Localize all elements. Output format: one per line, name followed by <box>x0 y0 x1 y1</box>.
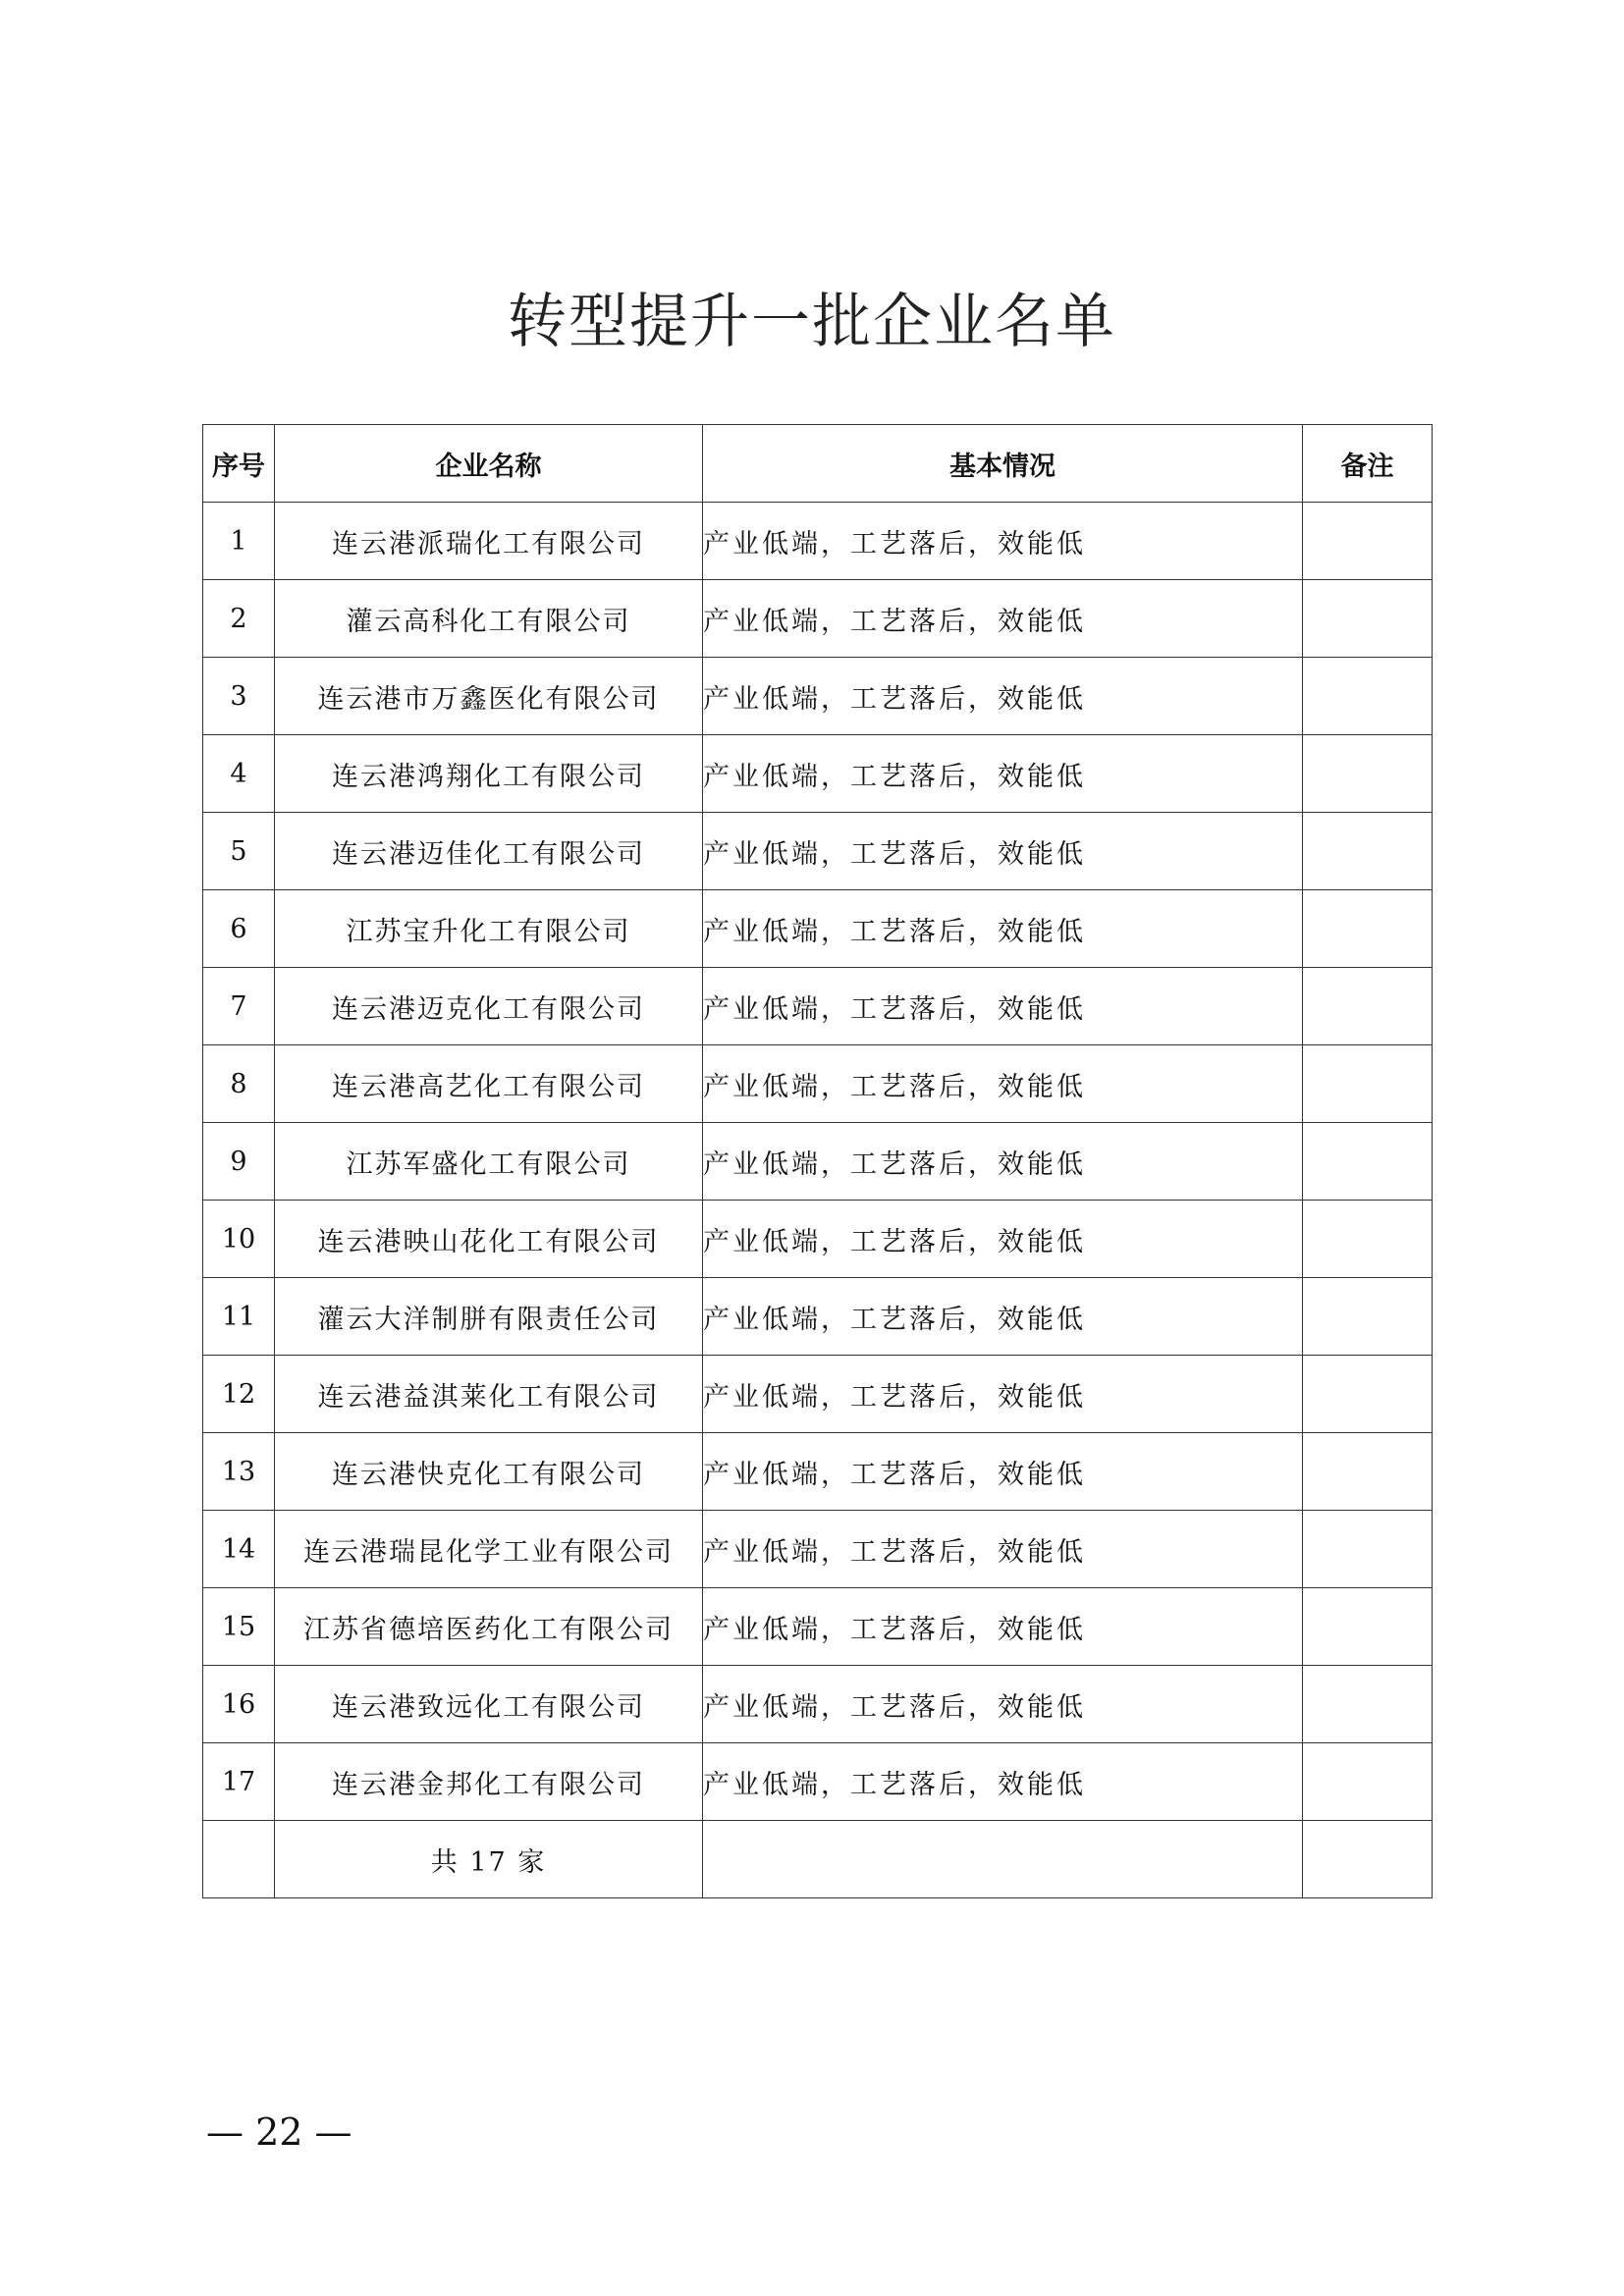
table-row <box>203 1666 1433 1743</box>
basic-situation: 产业低端，工艺落后，效能低 <box>703 1743 1303 1821</box>
row-number: 8 <box>203 1045 275 1123</box>
enterprise-name: 江苏省德培医药化工有限公司 <box>275 1588 703 1666</box>
row-number: 1 <box>203 503 275 580</box>
table-row <box>203 580 1433 658</box>
remark-cell <box>1303 1511 1433 1588</box>
table-row <box>203 1278 1433 1356</box>
enterprise-name: 连云港迈克化工有限公司 <box>275 968 703 1045</box>
basic-situation: 产业低端，工艺落后，效能低 <box>703 1666 1303 1743</box>
header-remark: 备注 <box>1303 425 1433 503</box>
row-number: 3 <box>203 658 275 735</box>
basic-situation: 产业低端，工艺落后，效能低 <box>703 968 1303 1045</box>
remark-cell <box>1303 1278 1433 1356</box>
table-row <box>203 1588 1433 1666</box>
remark-cell <box>1303 1201 1433 1278</box>
document-title: 转型提升一批企业名单 <box>508 288 1116 356</box>
table-header-row <box>203 425 1433 503</box>
row-number: 2 <box>203 580 275 658</box>
enterprise-name: 连云港鸿翔化工有限公司 <box>275 735 703 813</box>
table-row <box>203 968 1433 1045</box>
table-row <box>203 1743 1433 1821</box>
table-row <box>203 1201 1433 1278</box>
remark-cell <box>1303 968 1433 1045</box>
row-number: 17 <box>203 1743 275 1821</box>
row-number: 14 <box>203 1511 275 1588</box>
table-row <box>203 503 1433 580</box>
enterprise-name: 连云港致远化工有限公司 <box>275 1666 703 1743</box>
enterprise-name: 灌云高科化工有限公司 <box>275 580 703 658</box>
table-row <box>203 735 1433 813</box>
enterprise-list-table <box>202 424 1433 1898</box>
enterprise-name: 连云港益淇莱化工有限公司 <box>275 1356 703 1433</box>
remark-cell <box>1303 1433 1433 1511</box>
basic-situation: 产业低端，工艺落后，效能低 <box>703 1356 1303 1433</box>
row-number: 11 <box>203 1278 275 1356</box>
row-number: 6 <box>203 890 275 968</box>
total-description-cell <box>703 1821 1303 1898</box>
enterprise-name: 连云港快克化工有限公司 <box>275 1433 703 1511</box>
row-number: 15 <box>203 1588 275 1666</box>
table-total-row <box>203 1821 1433 1898</box>
table-row <box>203 1045 1433 1123</box>
header-name: 企业名称 <box>275 425 703 503</box>
total-count: 共 17 家 <box>275 1821 703 1898</box>
remark-cell <box>1303 890 1433 968</box>
remark-cell <box>1303 1743 1433 1821</box>
header-no: 序号 <box>203 425 275 503</box>
row-number: 5 <box>203 813 275 890</box>
table-row <box>203 658 1433 735</box>
remark-cell <box>1303 503 1433 580</box>
table-row <box>203 1356 1433 1433</box>
basic-situation: 产业低端，工艺落后，效能低 <box>703 1123 1303 1201</box>
remark-cell <box>1303 580 1433 658</box>
row-number: 9 <box>203 1123 275 1201</box>
remark-cell <box>1303 813 1433 890</box>
enterprise-name: 连云港市万鑫医化有限公司 <box>275 658 703 735</box>
basic-situation: 产业低端，工艺落后，效能低 <box>703 1045 1303 1123</box>
enterprise-name: 连云港派瑞化工有限公司 <box>275 503 703 580</box>
table-row <box>203 813 1433 890</box>
basic-situation: 产业低端，工艺落后，效能低 <box>703 735 1303 813</box>
table-row <box>203 1433 1433 1511</box>
table-row <box>203 1511 1433 1588</box>
table-body <box>203 503 1433 1821</box>
remark-cell <box>1303 1123 1433 1201</box>
remark-cell <box>1303 1045 1433 1123</box>
row-number: 4 <box>203 735 275 813</box>
basic-situation: 产业低端，工艺落后，效能低 <box>703 580 1303 658</box>
row-number: 7 <box>203 968 275 1045</box>
enterprise-name: 连云港迈佳化工有限公司 <box>275 813 703 890</box>
remark-cell <box>1303 1588 1433 1666</box>
basic-situation: 产业低端，工艺落后，效能低 <box>703 1201 1303 1278</box>
row-number: 12 <box>203 1356 275 1433</box>
enterprise-name: 江苏军盛化工有限公司 <box>275 1123 703 1201</box>
page-number: — 22 — <box>206 2110 352 2154</box>
total-no-cell <box>203 1821 275 1898</box>
row-number: 10 <box>203 1201 275 1278</box>
basic-situation: 产业低端，工艺落后，效能低 <box>703 1433 1303 1511</box>
enterprise-name: 连云港金邦化工有限公司 <box>275 1743 703 1821</box>
basic-situation: 产业低端，工艺落后，效能低 <box>703 658 1303 735</box>
enterprise-name: 连云港高艺化工有限公司 <box>275 1045 703 1123</box>
remark-cell <box>1303 1666 1433 1743</box>
basic-situation: 产业低端，工艺落后，效能低 <box>703 813 1303 890</box>
enterprise-name: 连云港瑞昆化学工业有限公司 <box>275 1511 703 1588</box>
enterprise-name: 连云港映山花化工有限公司 <box>275 1201 703 1278</box>
remark-cell <box>1303 1356 1433 1433</box>
remark-cell <box>1303 658 1433 735</box>
row-number: 16 <box>203 1666 275 1743</box>
remark-cell <box>1303 735 1433 813</box>
header-description: 基本情况 <box>703 425 1303 503</box>
enterprise-name: 江苏宝升化工有限公司 <box>275 890 703 968</box>
basic-situation: 产业低端，工艺落后，效能低 <box>703 1588 1303 1666</box>
basic-situation: 产业低端，工艺落后，效能低 <box>703 1278 1303 1356</box>
enterprise-name: 灌云大洋制胼有限责任公司 <box>275 1278 703 1356</box>
table-row <box>203 1123 1433 1201</box>
total-remark-cell <box>1303 1821 1433 1898</box>
basic-situation: 产业低端，工艺落后，效能低 <box>703 1511 1303 1588</box>
basic-situation: 产业低端，工艺落后，效能低 <box>703 503 1303 580</box>
row-number: 13 <box>203 1433 275 1511</box>
basic-situation: 产业低端，工艺落后，效能低 <box>703 890 1303 968</box>
table-row <box>203 890 1433 968</box>
